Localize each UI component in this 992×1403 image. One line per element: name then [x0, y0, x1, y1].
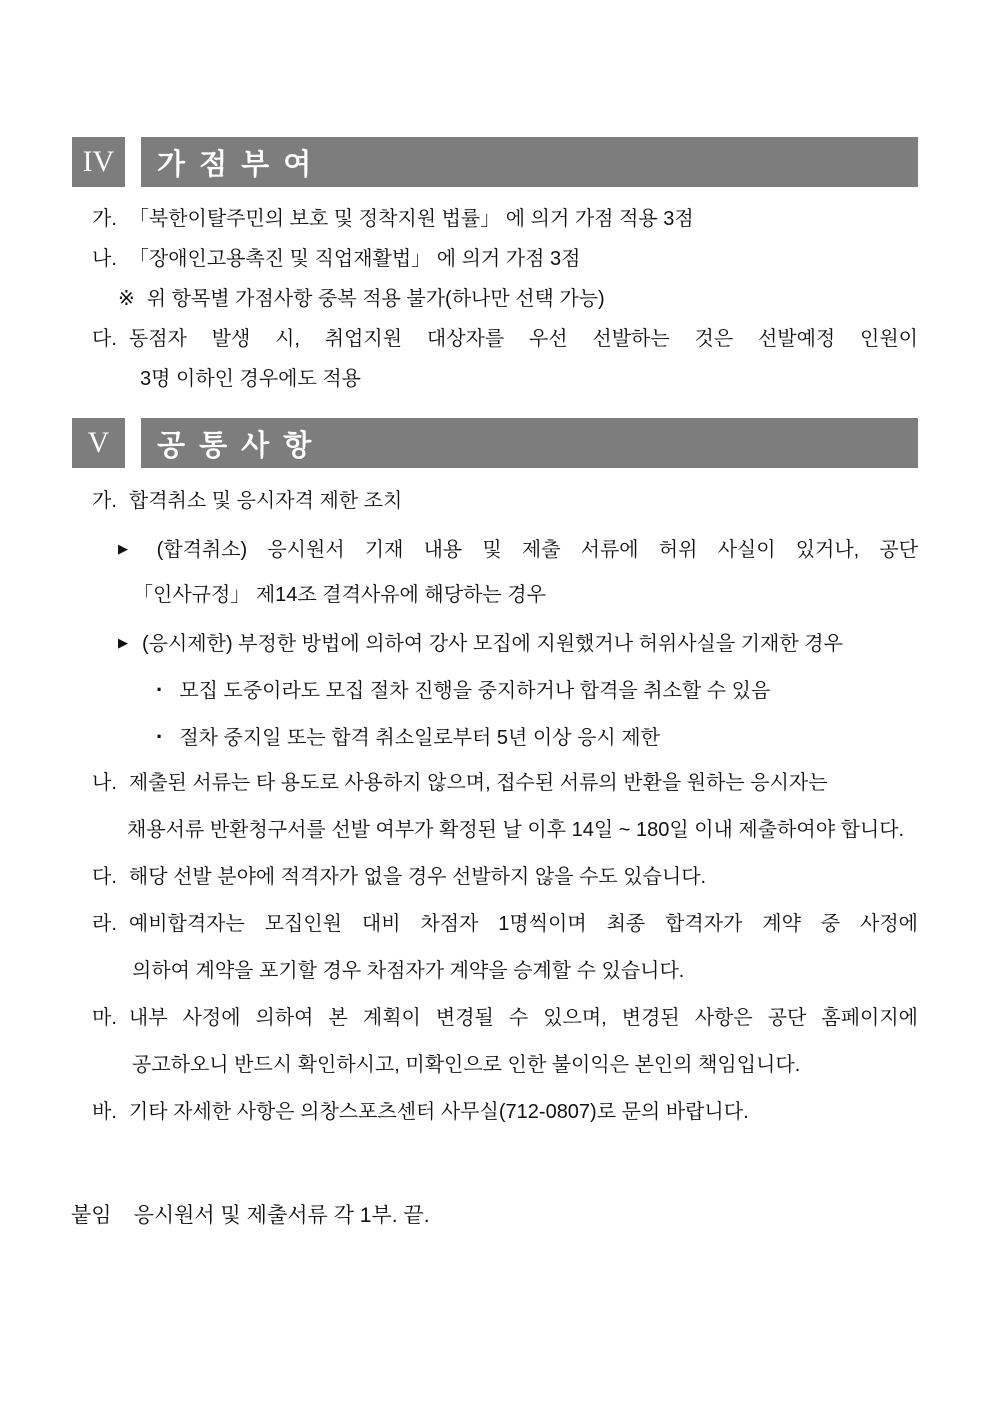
section5-content [72, 478, 918, 1136]
section5-title: 공 통 사 항 [157, 429, 315, 462]
attachment-label: 붙임 [71, 1204, 112, 1227]
item-marker: 가. [92, 490, 117, 512]
item-text: (합격취소) 응시원서 기재 내용 및 제출 서류에 허위 사실이 있거나, 공단 [156, 539, 919, 561]
item-text: 제출된 서류는 타 용도로 사용하지 않으며, 접수된 서류의 반환을 원하는 응시자는 [128, 772, 828, 794]
item-marker: 나. [92, 772, 117, 794]
list-item-continuation [72, 948, 918, 995]
attachment-text: 응시원서 및 제출서류 각 1부. 끝. [133, 1204, 430, 1227]
item-marker: 다. [92, 866, 117, 888]
item-text: 위 항목별 가점사항 중복 적용 불가(하나만 선택 가능) [146, 288, 605, 310]
section4-header [72, 137, 918, 187]
section4-content [72, 199, 918, 399]
list-item-continuation [72, 359, 918, 399]
list-item [72, 239, 918, 279]
item-text: 채용서류 반환청구서를 선발 여부가 확정된 날 이후 14일 ~ 180일 이내 제출하여야 합니다. [127, 819, 905, 841]
item-text: 해당 선발 분야에 적격자가 없을 경우 선발하지 않을 수도 있습니다. [128, 866, 707, 888]
attachment-note [71, 1200, 951, 1232]
item-marker: 마. [92, 1007, 117, 1029]
list-item-continuation [72, 1042, 918, 1089]
item-text: 절차 중지일 또는 합격 취소일로부터 5년 이상 응시 제한 [179, 727, 660, 749]
list-item [72, 319, 918, 359]
note-item [72, 279, 918, 319]
item-text: 합격취소 및 응시자격 제한 조치 [128, 490, 403, 512]
item-marker: 바. [92, 1101, 117, 1123]
list-item [72, 199, 918, 239]
list-item-continuation [72, 807, 918, 854]
note-marker: ※ [118, 288, 135, 310]
section5-numeral-badge [72, 418, 125, 468]
sub-item [72, 619, 918, 666]
item-text: 의하여 계약을 포기할 경우 차점자가 계약을 승계할 수 있습니다. [132, 960, 685, 982]
item-text: 「장애인고용촉진 및 직업재활법」 에 의거 가점 3점 [128, 248, 581, 270]
item-text: 동점자 발생 시, 취업지원 대상자를 우선 선발하는 것은 선발예정 인원이 [128, 328, 918, 350]
item-text: 예비합격자는 모집인원 대비 차점자 1명씩이며 최종 합격자가 계약 중 사정에 [128, 913, 918, 935]
section4-title-bar [141, 137, 918, 187]
item-text: (응시제한) 부정한 방법에 의하여 강사 모집에 지원했거나 허위사실을 기재한 경우 [142, 633, 843, 655]
list-item [72, 854, 918, 901]
sub-sub-item [72, 713, 918, 760]
list-item [72, 478, 918, 525]
section4-numeral-badge [72, 137, 125, 187]
item-marker: 가. [92, 208, 117, 230]
sub-item-continuation [72, 572, 918, 619]
sub-item [72, 525, 918, 572]
section4-numeral: IV [82, 145, 115, 178]
item-text: 내부 사정에 의하여 본 계획이 변경될 수 있으며, 변경된 사항은 공단 홈페이지에 [128, 1007, 918, 1029]
item-marker: 다. [92, 328, 117, 350]
dot-bullet-icon: · [156, 724, 164, 749]
section4-title: 가 점 부 여 [157, 148, 315, 181]
item-marker: 나. [92, 248, 117, 270]
dot-bullet-icon: · [156, 677, 164, 702]
list-item [72, 901, 918, 948]
item-text: 「인사규정」 제14조 결격사유에 해당하는 경우 [133, 584, 546, 606]
list-item [72, 995, 918, 1042]
item-text: 모집 도중이라도 모집 절차 진행을 중지하거나 합격을 취소할 수 있음 [179, 680, 771, 702]
section5-header [72, 418, 918, 468]
item-text: 「북한이탈주민의 보호 및 정착지원 법률」 에 의거 가점 적용 3점 [128, 208, 694, 230]
triangle-bullet-icon: ▶ [118, 541, 143, 556]
list-item [72, 760, 918, 807]
item-text: 기타 자세한 사항은 의창스포츠센터 사무실(712-0807)로 문의 바랍니다. [128, 1101, 749, 1123]
item-text: 공고하오니 반드시 확인하시고, 미확인으로 인한 불이익은 본인의 책임입니다. [132, 1054, 801, 1076]
sub-sub-item [72, 666, 918, 713]
item-text: 3명 이하인 경우에도 적용 [140, 368, 361, 390]
triangle-bullet-icon: ▶ [118, 635, 128, 650]
item-marker: 라. [92, 913, 117, 935]
section5-numeral: V [87, 426, 110, 459]
section5-title-bar [141, 418, 918, 468]
list-item [72, 1089, 918, 1136]
